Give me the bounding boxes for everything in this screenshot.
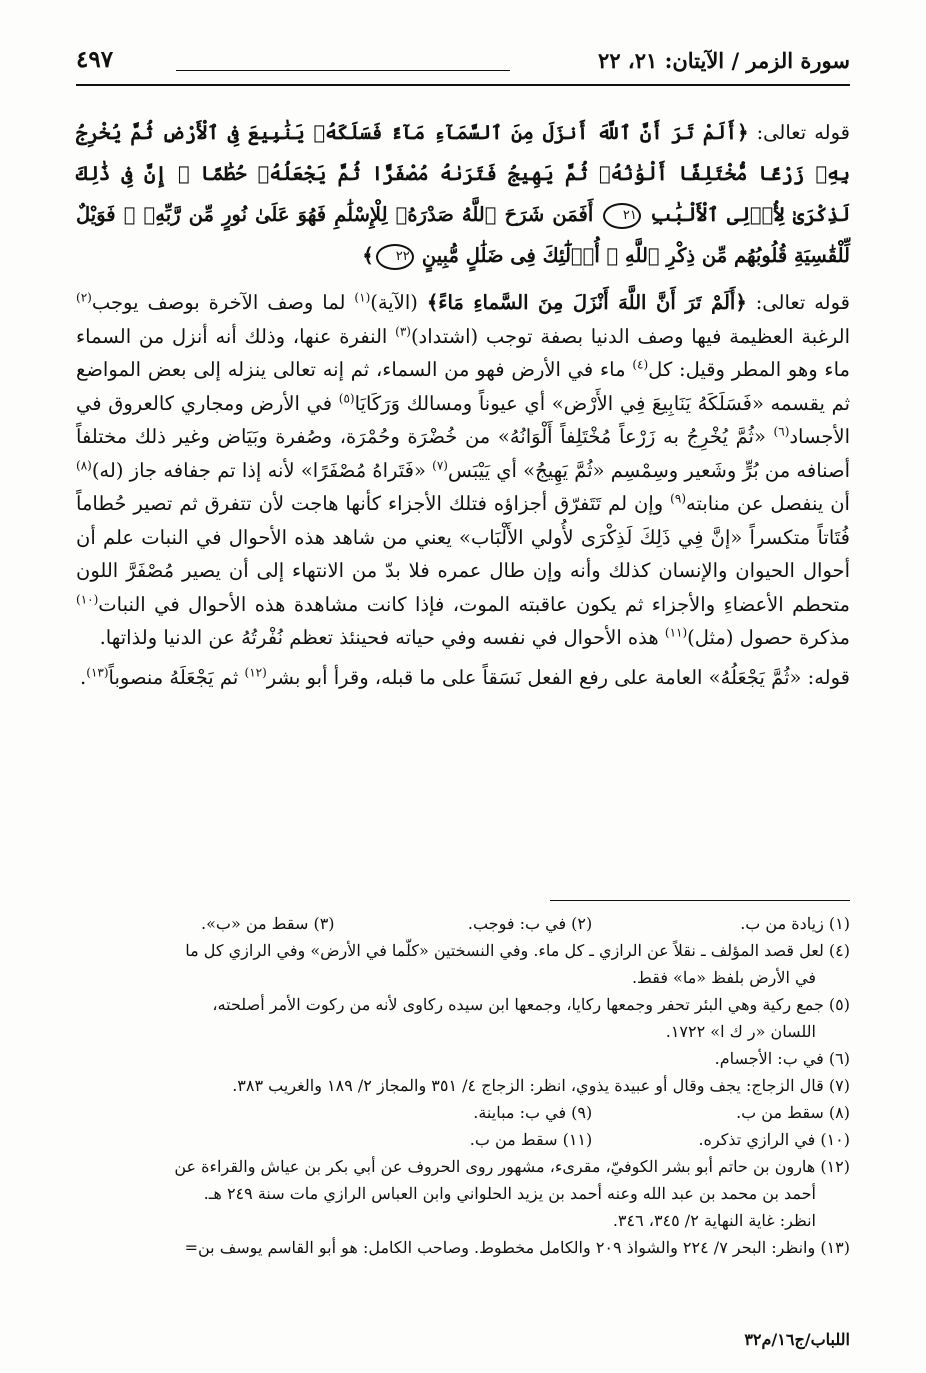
p1-text: الرغبة العظيمة فيها وصف الدنيا بصفة توجب (اشتداد) — [410, 324, 850, 348]
footnote-ref-1: (١) — [354, 290, 371, 305]
footnote-ref-9: (٩) — [670, 491, 686, 506]
footnote-ref-8: (٨) — [76, 458, 92, 472]
footnote-ref-2: (٢) — [76, 290, 92, 305]
footnote-ref-4: (٤) — [632, 357, 649, 372]
header-dash-rule — [176, 70, 510, 71]
page-header — [76, 44, 850, 84]
footnote-ref-6: (٦) — [773, 424, 790, 439]
footnote-row — [76, 910, 850, 937]
footnote-row — [76, 1126, 850, 1153]
footnote-ref-7: (٧) — [432, 458, 448, 472]
running-title: سورة الزمر / الآيتان: ٢١، ٢٢ — [598, 48, 850, 73]
footnote-3: (٣) سقط من «ب». — [201, 914, 335, 933]
footnote-5: (٥) جمع ركية وهي البئر تحفر وجمعها ركايا، وجمعها ابن سيده ركاوى لأنه من ركوت الأمر أصلحته، — [212, 995, 850, 1014]
footnote-4-cont: في الأرض بلفظ «ما» فقط. — [631, 968, 816, 987]
verse-intro: قوله تعالى: — [748, 121, 850, 144]
ayah-number-21: ٢١ — [603, 203, 641, 229]
verse-close-bracket: ﴾ — [362, 244, 374, 267]
p1-text: هذه الأحوال في نفسه وفي حياته فحينئذ تعظم نُفْرتُهُ عن الدنيا ولذاتها. — [99, 626, 665, 649]
verse-21: ﴿أَلَمْ تَرَ أَنَّ ٱللَّهَ أَنزَلَ مِنَ ٱلسَّمَآءِ مَآءً فَسَلَكَهُۥ يَنَٰبِيعَ فِى ٱلْأَرْضِ ثُمَّ يُخْرِجُ بِهِۦ زَرْعًا مُّخْتَلِفًا أَلْوَٰنُهُۥ ثُمَّ يَهِيجُ فَتَرَىٰهُ مُصْفَرًّا ثُمَّ يَجْعَلُهُۥ حُطَٰمًا ۚ إِنَّ فِى ذَٰلِكَ لَذِكْرَىٰ لِأُو۟لِى ٱلْأَلْبَٰبِ — [76, 121, 850, 226]
page-number: ٤٩٧ — [76, 46, 114, 73]
footnote-6: (٦) في ب: الأجسام. — [714, 1049, 850, 1068]
commentary-paragraph-1 — [76, 286, 850, 655]
footnote-11: (١١) سقط من ب. — [469, 1130, 593, 1149]
footnotes — [76, 910, 850, 1261]
footnote-9: (٩) في ب: مباينة. — [473, 1103, 593, 1122]
p1-text: «ثُمَّ يُخْرِجُ به زَرْعاً مُخْتَلِفاً أَلْوَانُهُ» من خُضْرَة وحُمْرَة، وصُفرة وبَيَاض وغير ذلك مختلفاً أصنافه من بُرٍّ وشَعير وسِمْسِم «ثُمَّ يَهِيجُ» أي يَيْبَس — [76, 425, 850, 482]
footnote-ref-12: (١٢) — [244, 665, 267, 679]
p1-text: في الأرض ومجاري كالعروق في الأجساد — [76, 391, 850, 448]
quran-verse-block — [76, 112, 850, 276]
p2-text: . — [80, 665, 87, 689]
ayah-number-22: ٢٢ — [376, 244, 414, 270]
verse-22: أَفَمَن شَرَحَ ٱللَّهُ صَدْرَهُۥ لِلْإِسْلَٰمِ فَهُوَ عَلَىٰ نُورٍ مِّن رَّبِّهِۦ ۚ فَوَيْلٌ لِّلْقَٰسِيَةِ قُلُوبُهُم مِّن ذِكْرِ ٱللَّهِ ۚ أُو۟لَٰٓئِكَ فِى ضَلَٰلٍ مُّبِينٍ — [76, 203, 850, 267]
footnote-12-cont: أحمد بن محمد بن عبد الله وعنه أحمد بن يزيد الحلواني وابن العباس الرازي مات سنة ٢٤٩ هـ. — [203, 1184, 816, 1203]
p1-text: لما وصف الآخرة بوصف يوجب — [91, 291, 355, 314]
p1-text: «فَتَراهُ مُصْفَرًا» لأنه إذا تم جفافه جاز (له) — [91, 458, 433, 482]
footnote-2: (٢) في ب: فوجب. — [467, 914, 593, 933]
footnote-12-cont: انظر: غاية النهاية ٢/ ٣٤٥، ٣٤٦. — [612, 1211, 816, 1230]
p2-text: قوله: «ثُمَّ يَجْعَلُهُ» العامة على رفع الفعل نَسَقاً على ما قبله، وقرأ أبو بشر — [266, 665, 850, 689]
p1-text: (الآية) — [370, 291, 427, 314]
p1-lead: قوله تعالى: — [746, 291, 850, 314]
p1-text: وإن لم تَتَفرّق أجزاؤه فتلك الأجزاء كأنها هاجت لأن تتفرق ثم تصير حُطاماً فُتَاتاً متكسراً «إنَّ فِي ذَلِكَ لَذِكْرَى لأُولي الأَلْبَاب» يعني من شاهد هذه الأحوال في النبات علم أن أحوال الحيوان والإنسان كذلك وأنه وإن طال عمره فلا بدّ من الانتهاء إلى أن يصير مُصْفَرَّ اللون متحطم الأعضاءِ والأجزاء ثم يكون عاقبته الموت، فإذا كانت مشاهدة هذه الأحوال في النبات — [76, 492, 850, 616]
footnote-1: (١) زيادة من ب. — [740, 914, 850, 933]
footnote-separator — [550, 900, 850, 901]
p2-text: ثم يَجْعَلَهُ منصوباً — [108, 665, 245, 689]
footnote-5-cont: اللسان «ر ك ا» ١٧٢٢. — [665, 1022, 816, 1041]
p1-text: النفرة عنها، وذلك أنه أنزل من السماء ماء وهو المطر وقيل: كل — [76, 324, 850, 381]
footnote-ref-5: (٥) — [338, 391, 355, 405]
footnote-ref-11: (١١) — [664, 625, 688, 640]
p1-text: ماء في الأرض فهو من السماء، ثم إنه تعالى ينزله إلى بعض المواضع ثم يقسمه «فَسَلَكَهُ يَنَابِيعَ فِي الأَرْض» أي عيوناً ومسالك وَرَكَايَا — [76, 358, 850, 415]
p1-text: أن ينفصل عن منابته — [686, 492, 850, 515]
footnote-12: (١٢) هارون بن حاتم أبو بشر الكوفيّ، مقرىء، مشهور روى الحروف عن أبي بكر بن عياش والقراءة عن — [174, 1157, 850, 1176]
footnote-row — [76, 1099, 850, 1126]
footnote-ref-13: (١٣) — [86, 665, 109, 679]
header-rule — [76, 84, 850, 86]
volume-signature: اللباب/ج١٦/م٣٢ — [744, 1330, 850, 1349]
footnote-ref-3: (٣) — [395, 324, 411, 338]
footnote-10: (١٠) في الرازي تذكره. — [698, 1130, 850, 1149]
footnote-8: (٨) سقط من ب. — [736, 1103, 850, 1122]
footnote-7: (٧) قال الزجاج: يجف وقال أو عبيدة يذوي، انظر: الزجاج ٤/ ٣٥١ والمجاز ٢/ ١٨٩ والغريب ٣٨٣. — [232, 1076, 850, 1095]
footnote-4: (٤) لعل قصد المؤلف ـ نقلاً عن الرازي ـ كل ماء. وفي النسختين «كلّما في الأرض» وفي الرازي كل ما — [185, 941, 850, 960]
footnote-ref-10: (١٠) — [76, 592, 99, 606]
p1-quote: ﴿أَلَمْ تَرَ أَنَّ اللَّهَ أَنْزَلَ مِنَ السَّماءِ مَاءً﴾ — [426, 291, 747, 314]
main-text — [76, 112, 850, 700]
commentary-paragraph-2 — [76, 661, 850, 695]
p1-text: مذكرة حصول (مثل) — [687, 626, 850, 649]
footnote-13: (١٣) وانظر: البحر ٧/ ٢٢٤ والشواذ ٢٠٩ والكامل مخطوط. وصاحب الكامل: هو أبو القاسم يوسف بن= — [184, 1238, 850, 1257]
